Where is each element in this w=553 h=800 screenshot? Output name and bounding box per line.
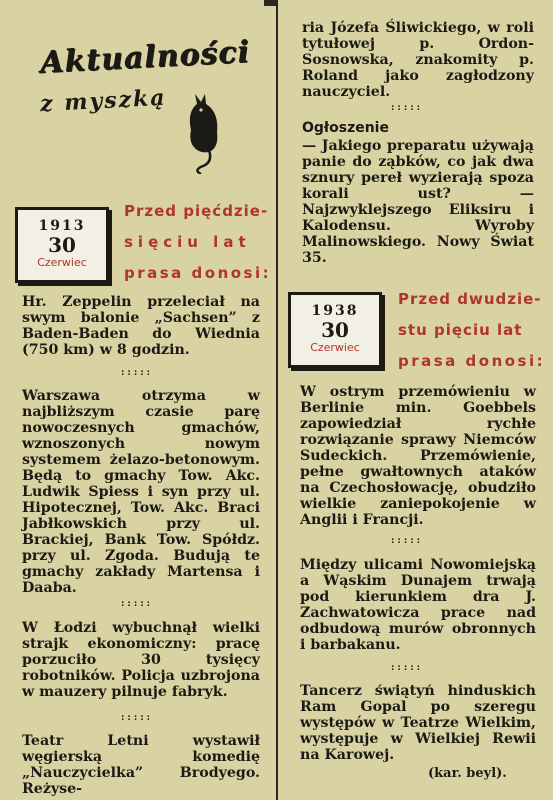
separator: ::::: bbox=[120, 599, 153, 609]
masthead-subtitle: z myszką bbox=[39, 84, 168, 118]
separator: ::::: bbox=[390, 536, 423, 546]
ad-text: — Jakiego preparatu używają panie do ząbków, co jak dwa sznury pereł wyzierają spoza korali ust? — Najzwyklejszego Eliksiru i Kalodensu. Wyroby Malinowskiego. Nowy Świat 35. bbox=[302, 138, 534, 266]
date-year: 1938 bbox=[311, 303, 359, 319]
separator: ::::: bbox=[120, 713, 153, 723]
separator: ::::: bbox=[390, 103, 423, 113]
masthead-title: Aktualności bbox=[39, 34, 251, 81]
column-divider-cap bbox=[264, 0, 278, 6]
intro-line-1: Przed pięćdzie- bbox=[124, 202, 269, 220]
separator: ::::: bbox=[390, 663, 423, 673]
news-zeppelin: Hr. Zeppelin przeleciał na swym balonie „Sachsen” z Baden-Baden do Wiednia (750 km) w 8 godzin. bbox=[22, 294, 260, 358]
ad-heading: Ogłoszenie bbox=[302, 120, 389, 136]
date-box-1913 bbox=[15, 207, 109, 283]
news-lodz: W Łodzi wybuchnął wielki strajk ekonomiczny: pracę porzuciło 30 tysięcy robotników. Policja uzbrojona w mauzery pilnuje fabryk. bbox=[22, 620, 260, 700]
date-day: 30 bbox=[48, 233, 76, 257]
date-box-1938 bbox=[288, 292, 382, 368]
column-divider bbox=[276, 0, 278, 800]
intro-line-3: prasa donosi: bbox=[124, 264, 272, 282]
date-day: 30 bbox=[321, 318, 349, 342]
date-year: 1913 bbox=[38, 218, 86, 234]
date-month: Czerwiec bbox=[310, 341, 360, 354]
intro-line-1: Przed dwudzie- bbox=[398, 290, 542, 308]
date-month: Czerwiec bbox=[37, 256, 87, 269]
news-barbakan: Między ulicami Nowomiejską a Wąskim Dunajem trwają pod kierunkiem dra J. Zachwatowicza prace nad odbudową murów obronnych i barbakanu. bbox=[300, 557, 536, 653]
intro-line-2: stu pięciu lat bbox=[398, 321, 523, 339]
news-teatr-cont: ria Józefa Śliwickiego, w roli tytułowej p. Ordon-Sosnowska, znakomity p. Roland jako zagłodzony nauczyciel. bbox=[302, 20, 534, 100]
mouse-icon bbox=[183, 90, 225, 174]
news-teatr: Teatr Letni wystawił węgierską komedię „Nauczycielka” Brodyego. Reżyse- bbox=[22, 733, 260, 797]
author-signature: (kar. beyl). bbox=[428, 766, 507, 781]
separator: ::::: bbox=[120, 368, 153, 378]
news-warszawa: Warszawa otrzyma w najbliższym czasie parę nowoczesnych gmachów, wznoszonych nowym systemem żelazo-betonowym. Będą to gmachy Tow. Akc. Ludwik Spiess i syn przy ul. Hipotecznej, Tow. Akc. Braci Jabłkowskich przy ul. Brackiej, Bank Tow. Spółdz. przy ul. Zgoda. Budują te gmachy zakłady Martensa i Daaba. bbox=[22, 388, 260, 596]
news-goebbels: W ostrym przemówieniu w Berlinie min. Goebbels zapowiedział rychłe rozwiązanie sprawy Niemców Sudeckich. Przemówienie, pełne gwałtownych ataków na Czechosłowację, obudziło wielkie zaniepokojenie w Anglii i Francji. bbox=[300, 384, 536, 528]
intro-line-2: sięciu lat bbox=[124, 233, 251, 251]
news-ram-gopal: Tancerz świątyń hinduskich Ram Gopal po szeregu występów w Teatrze Wielkim, występuje w Wielkiej Rewii na Karowej. bbox=[300, 683, 536, 763]
intro-line-3: prasa donosi: bbox=[398, 352, 546, 370]
